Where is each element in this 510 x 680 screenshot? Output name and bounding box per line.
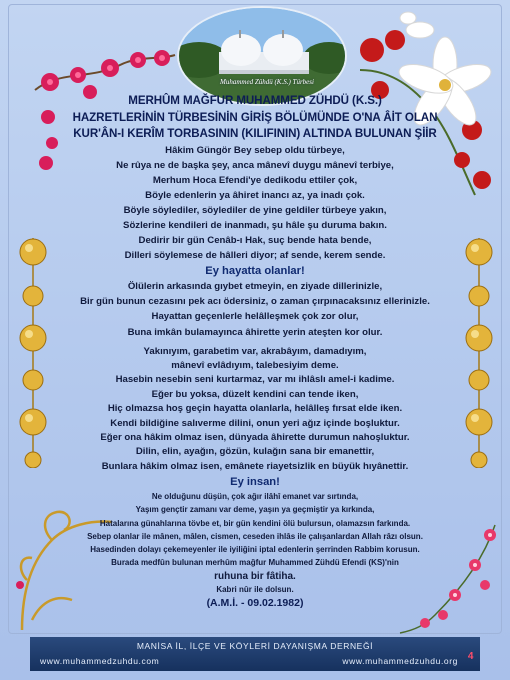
subheading-ey-insan: Ey insan!	[230, 476, 280, 489]
poem-line: Hasedinden dolayı çekemeyenler ile iyiliğini iptal edenlerin şerrinden Rabbim korusun.	[90, 545, 420, 555]
stanza-1	[30, 143, 480, 264]
stanza-3	[30, 345, 480, 475]
fatiha-line: ruhuna bir fâtiha.	[214, 570, 296, 582]
poem-line: Merhum Hoca Efendi'ye dedikodu ettiler çok,	[152, 174, 358, 186]
stanza-4	[30, 490, 480, 595]
title-line-1: MERHÛM MAĞFUR MUHAMMED ZÜHDÜ (K.S.)	[128, 94, 382, 107]
poem-line: Yaşım gençtir zamanı var deme, yaşın ya geçmiştir ya kırkında,	[135, 505, 375, 515]
poem-line: Hatalarına günahlarına tövbe et, bir gün kendini ölü bulursun, olamazsın farkında.	[99, 518, 411, 528]
footer-bar	[30, 637, 480, 671]
poem-line: Eğer bu yoksa, düzelt kendini can tende iken,	[151, 388, 359, 400]
title-line-2: HAZRETLERİNİN TÜRBESİNİN GİRİŞ BÖLÜMÜNDE O'NA ÂİT OLAN	[72, 110, 438, 124]
subheading-ey-hayatta: Ey hayatta olanlar!	[205, 265, 305, 278]
footer-url-right[interactable]: www.muhammedzuhdu.org	[342, 656, 458, 666]
poem-line: Sözlerine kendileri de inanmadı, şu hâle şu duruma bakın.	[123, 219, 387, 231]
poem-line: Bir gün bunun cezasını pek acı ödersiniz, o zaman çırpınacaksınız ellerinizle.	[80, 296, 430, 308]
poem-date: (A.M.İ. - 09.02.1982)	[206, 596, 304, 609]
poem-line: Hâkim Güngör Bey sebep oldu türbeye,	[165, 144, 345, 156]
stanza-2	[30, 279, 480, 339]
title-line-3: KUR'ÂN-I KERÎM TORBASININ (KILIFININ) ALTINDA BULUNAN ŞİİR	[73, 127, 437, 140]
tomb-photo	[177, 6, 347, 106]
poem-line: Burada medfûn bulunan merhûm mağfur Muhammed Zühdü Efendi (KS)'nin	[111, 558, 399, 568]
poem-line: Ne olduğunu düşün, çok ağır ilâhî emanet var sırtında,	[151, 492, 359, 502]
poem-line: Hiç olmazsa hoş geçin hayatta olanlarla, helâlleş fırsat elde iken.	[107, 403, 403, 415]
poem-line: Böyle söylediler, söylediler de yine geldiler türbeye yakın,	[123, 204, 387, 216]
poem-line: Hayattan geçenlerle helâlleşmek çok zor olur,	[151, 311, 359, 323]
poem-line: Dedirir bir gün Cenâb-ı Hak, suç bende hata bende,	[138, 235, 372, 247]
poem-line: mânevî evlâdıyım, talebesiyim deme.	[171, 360, 339, 372]
page-number: 4	[467, 651, 474, 662]
poem-line: Eğer ona hâkim olmaz isen, dünyada âhirette durumun nahoşluktur.	[100, 432, 410, 444]
poem-line: Buna imkân bulamayınca âhirette yerin ateşten kor olur.	[127, 326, 383, 338]
poem-line: Bunlara hâkim olmaz isen, emânete riayetsizlik en büyük hıyânettir.	[101, 460, 409, 472]
poem-line: Böyle edenlerin ya âhiret inancı az, ya inadı çok.	[145, 189, 365, 201]
poem-line: Ölülerin arkasında gıybet etmeyin, en ziyade dillerinizle,	[127, 281, 383, 293]
poem-line: Kendi bildiğine salıverme dilini, onun yeri ağız içinde boşluktur.	[110, 417, 400, 429]
poem-line: Ne rûya ne de başka şey, anca mânevî duygu mânevî terbiye,	[116, 159, 394, 171]
footer-organization: MANİSA İL, İLÇE VE KÖYLERİ DAYANIŞMA DERNEĞİ	[136, 641, 374, 651]
poem-line: Sebep olanlar ile mânen, mâlen, cismen, ceseden ihlâs ile çalışanlardan Allah râzı olsun.	[87, 531, 423, 541]
poem-line: Hasebin nesebin seni kurtarmaz, var mı ihlâslı amel-i kadime.	[115, 374, 395, 386]
poem-line: Yakınıyım, garabetim var, akrabâyım, damadıyım,	[143, 345, 367, 357]
photo-caption: Muhammed Zühdü (K.S.) Türbesi	[220, 78, 314, 86]
poem-line: Dilin, elin, ayağın, gözün, kulağın sana bir emanettir,	[135, 446, 375, 458]
footer-url-left[interactable]: www.muhammedzuhdu.com	[40, 656, 160, 666]
tomb-domes-image	[179, 8, 345, 104]
closing-line: Kabri nûr ile dolsun.	[216, 584, 294, 594]
poem-line: Dilleri söylemese de hâlleri diyor; af sende, kerem sende.	[124, 250, 386, 262]
poem-content	[30, 93, 480, 610]
